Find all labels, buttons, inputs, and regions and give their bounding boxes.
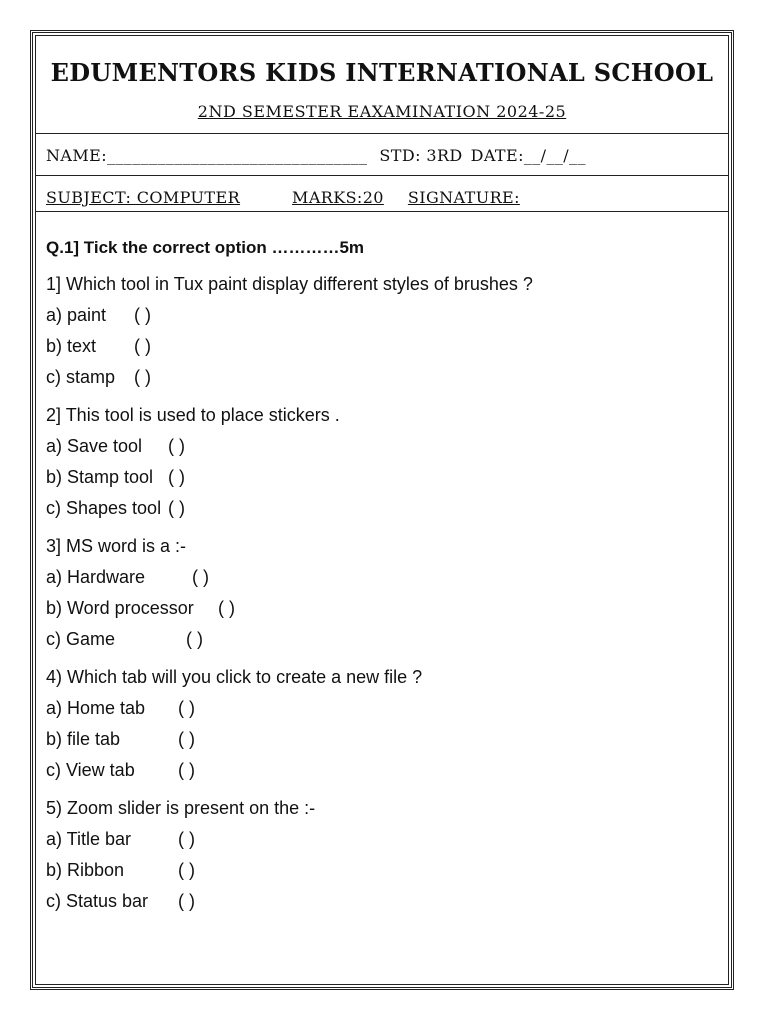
answer-bracket[interactable]: ( ): [192, 567, 209, 587]
option-label: a) Title bar: [46, 829, 132, 849]
option-label: a) Save tool: [46, 436, 143, 456]
option-label: a) paint: [46, 305, 107, 325]
question-text: 4) Which tab will you click to create a new file ?: [46, 667, 423, 687]
answer-bracket[interactable]: ( ): [134, 336, 151, 356]
option-label: b) text: [46, 336, 97, 356]
option-label: a) Hardware: [46, 567, 146, 587]
section-title: Q.1] Tick the correct option …………5m: [46, 238, 365, 257]
divider-2: [36, 175, 728, 176]
option-label: c) Game: [46, 629, 116, 649]
question-text: 5) Zoom slider is present on the :-: [46, 798, 316, 818]
question-block: [46, 531, 718, 655]
question-block: [46, 793, 718, 917]
marks-field: MARKS:20: [292, 188, 384, 207]
question-text: 2] This tool is used to place stickers .: [46, 405, 340, 425]
option-label: b) Ribbon: [46, 860, 125, 880]
option-label: c) Shapes tool: [46, 498, 162, 518]
question-text: 1] Which tool in Tux paint display different styles of brushes ?: [46, 274, 533, 294]
option-row: [46, 724, 718, 755]
divider-3: [36, 211, 728, 212]
option-row: [46, 562, 718, 593]
option-row: [46, 755, 718, 786]
option-row: [46, 693, 718, 724]
inner-border: [35, 35, 729, 985]
divider-1: [36, 133, 728, 134]
answer-bracket[interactable]: ( ): [134, 367, 151, 387]
answer-bracket[interactable]: ( ): [186, 629, 203, 649]
question-block: [46, 400, 718, 524]
option-row: [46, 331, 718, 362]
option-label: c) View tab: [46, 760, 135, 780]
option-row: [46, 824, 718, 855]
option-row: [46, 855, 718, 886]
exam-title: [36, 102, 728, 121]
school-name: EDUMENTORS KIDS INTERNATIONAL SCHOOL: [50, 58, 714, 87]
option-label: b) Word processor: [46, 598, 194, 618]
page-border: [30, 30, 734, 990]
option-row: [46, 593, 718, 624]
name-field: NAME:_______________________________: [46, 146, 368, 165]
option-label: a) Home tab: [46, 698, 146, 718]
option-row: [46, 886, 718, 917]
option-label: b) file tab: [46, 729, 121, 749]
answer-bracket[interactable]: ( ): [178, 698, 195, 718]
answer-bracket[interactable]: ( ): [218, 598, 235, 618]
answer-bracket[interactable]: ( ): [178, 829, 195, 849]
option-row: [46, 362, 718, 393]
option-row: [46, 493, 718, 524]
subject-field: SUBJECT: COMPUTER: [46, 188, 241, 207]
answer-bracket[interactable]: ( ): [134, 305, 151, 325]
answer-bracket[interactable]: ( ): [168, 467, 185, 487]
option-label: c) Status bar: [46, 891, 149, 911]
question-block: [46, 662, 718, 786]
option-row: [46, 462, 718, 493]
question-list: [46, 269, 718, 917]
std-field: STD: 3RD: [379, 146, 463, 165]
option-row: [46, 300, 718, 331]
exam-title-text: 2ND SEMESTER EAXAMINATION 2024-25: [197, 102, 567, 121]
subject-row: [46, 188, 718, 207]
student-info-row: [46, 146, 718, 165]
option-label: c) stamp: [46, 367, 116, 387]
signature-field: SIGNATURE:: [407, 188, 520, 207]
date-field: DATE:__/__/__: [470, 146, 586, 165]
option-row: [46, 624, 718, 655]
answer-bracket[interactable]: ( ): [178, 760, 195, 780]
answer-bracket[interactable]: ( ): [178, 891, 195, 911]
answer-bracket[interactable]: ( ): [178, 729, 195, 749]
answer-bracket[interactable]: ( ): [178, 860, 195, 880]
answer-bracket[interactable]: ( ): [168, 498, 185, 518]
answer-bracket[interactable]: ( ): [168, 436, 185, 456]
question-section: [46, 232, 718, 924]
question-block: [46, 269, 718, 393]
question-text: 3] MS word is a :-: [46, 536, 187, 556]
option-row: [46, 431, 718, 462]
option-label: b) Stamp tool: [46, 467, 154, 487]
